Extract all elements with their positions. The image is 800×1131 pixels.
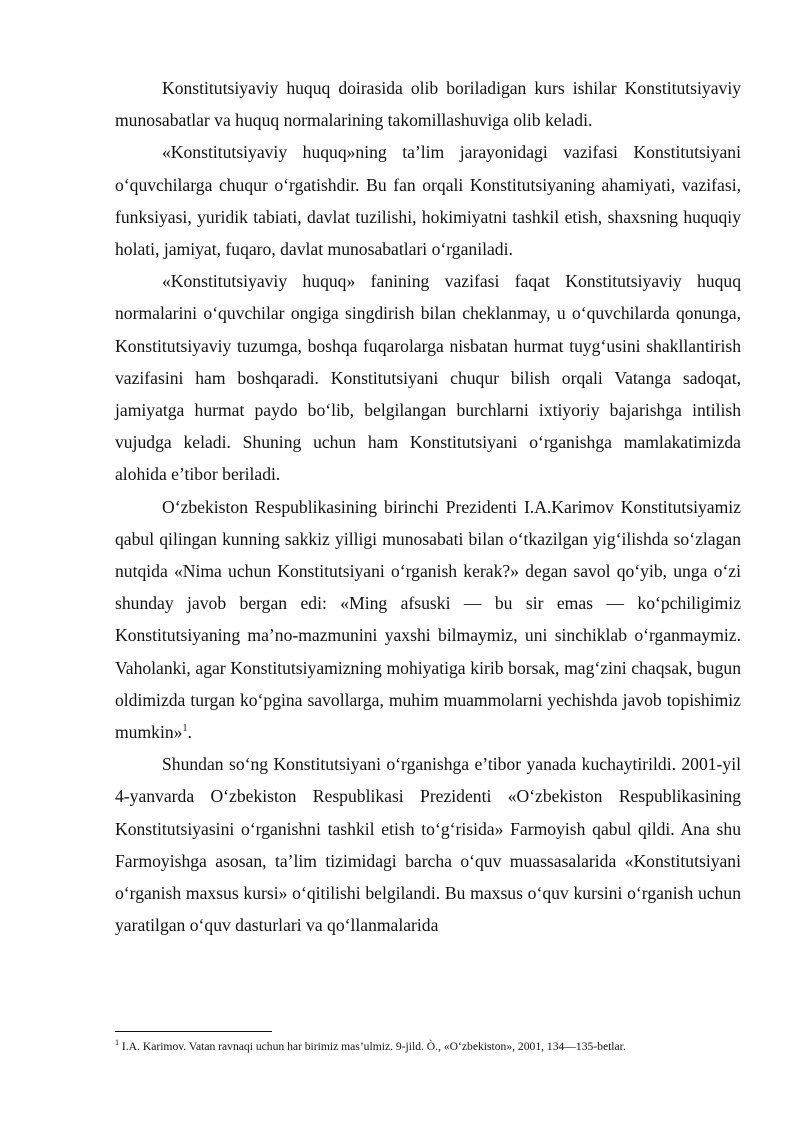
footnote-divider: [115, 1031, 272, 1032]
paragraph-5: Shundan so‘ng Konstitutsiyani o‘rganishga e’tibor yanada kuchaytirildi. 2001-yil 4-yanvarda O‘zbekiston Respublikasi Prezidenti «O‘zbekiston Respublikasining Konstitutsiyasini o‘rganishni tashkil etish to‘g‘risida» Farmoyish qabul qildi. Ana shu Farmoyishga asosan, ta’lim tizimidagi barcha o‘quv muassasalarida «Konstitutsiyani o‘rganish maxsus kursi» o‘qitilishi belgilandi. Bu maxsus o‘quv kursini o‘rganish uchun yaratilgan o‘quv dasturlari va qo‘llanmalarida: [115, 754, 741, 936]
paragraph-2: «Konstitutsiyaviy huquq»ning ta’lim jarayonidagi vazifasi Konstitutsiyani o‘quvchilarga chuqur o‘rgatishdir. Bu fan orqali Konstitutsiyaning ahamiyati, vazifasi, funksiyasi, yuridik tabiati, davlat tuzilishi, hokimiyatni tashkil etish, shaxsning huquqiy holati, jamiyat, fuqaro, davlat munosabatlari o‘rganiladi.: [115, 142, 741, 260]
footnote-reference[interactable]: 1: [182, 723, 188, 735]
paragraph-3: «Konstitutsiyaviy huquq» fanining vazifasi faqat Konstitutsiyaviy huquq normalarini o‘quvchilar ongiga singdirish bilan cheklanmay, u o‘quvchilarda qonunga, Konstitutsiyaviy tuzumga, boshqa fuqarolarga nisbatan hurmat tuyg‘usini shakllantirish vazifasini ham boshqaradi. Konstitutsiyani chuqur bilish orqali Vatanga sadoqat, jamiyatga hurmat paydo bo‘lib, belgilangan burchlarni ixtiyoriy bajarishga intilish vujudga keladi. Shuning uchun ham Konstitutsiyani o‘rganishga mamlakatimizda alohida e’tibor beriladi.: [115, 271, 741, 485]
paragraph-4: [115, 491, 741, 749]
footnote-marker: 1: [115, 1038, 119, 1048]
paragraph-1: Konstitutsiyaviy huquq doirasida olib boriladigan kurs ishilar Konstitutsiyaviy munosabatlar va huquq normalarining takomillashuviga olib keladi.: [115, 78, 741, 131]
footnote-text: I.A. Karimov. Vatan ravnaqi uchun har birimiz mas’ulmiz. 9-jild. Ò., «O‘zbekiston», 2001, 134—135-betlar.: [119, 1040, 626, 1053]
paragraph-4-text: O‘zbekiston Respublikasining birinchi Prezidenti I.A.Karimov Konstitutsiyamiz qabul qilingan kunning sakkiz yilligi munosabati bilan o‘tkazilgan yig‘ilishda so‘zlagan nutqida «Nima uchun Konstitutsiyani o‘rganish kerak?» degan savol qo‘yib, unga o‘zi shunday javob bergan edi: «Ming afsuski — bu sir emas — ko‘pchiligimiz Konstitutsiyaning ma’no-mazmunini yaxshi bilmaymiz, uni sinchiklab o‘rganmaymiz. Vaholanki, agar Konstitutsiyamizning mohiyatiga kirib borsak, mag‘zini chaqsak, bugun oldimizda turgan ko‘pgina savollarga, muhim muammolarni yechishda javob topishimiz mumkin»: [115, 496, 741, 743]
document-body: [115, 72, 741, 941]
paragraph-4-end: .: [187, 722, 192, 743]
footnote: [115, 1039, 755, 1055]
